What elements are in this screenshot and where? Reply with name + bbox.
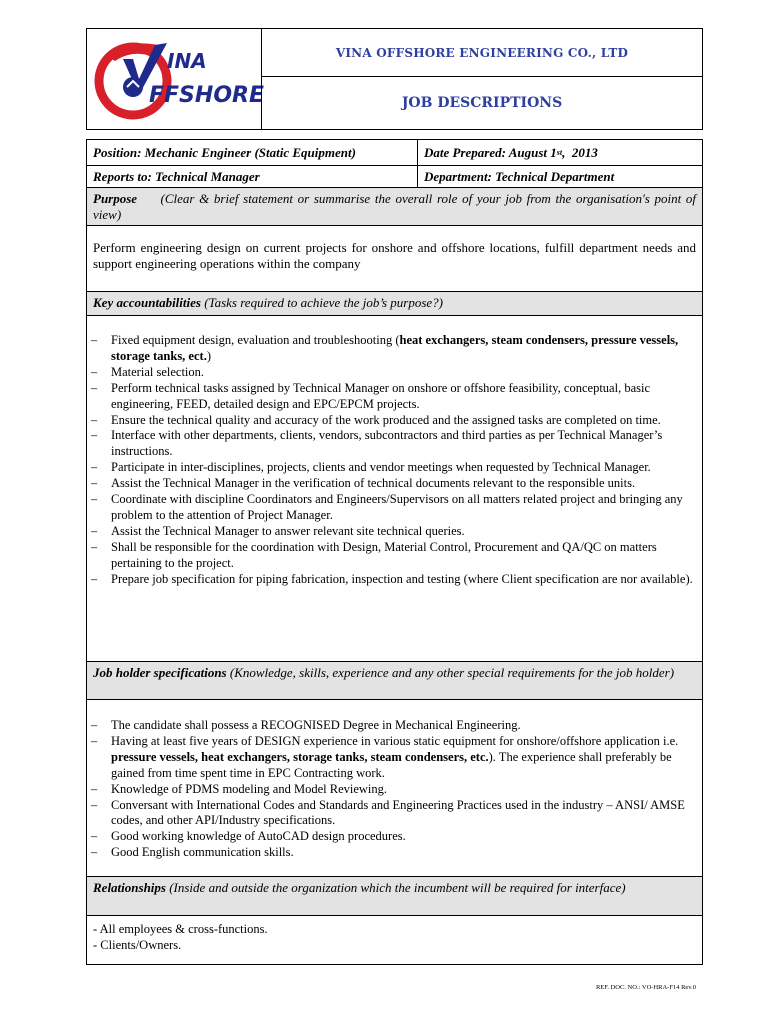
purpose-note: (Clear & brief statement or summarise the overall role of your job from the organisation's point of view) [93,191,697,222]
accountability-item-text: Assist the Technical Manager in the verification of technical documents relevant to the responsible units. [111,476,636,491]
relationship-line: - All employees & cross-functions. [93,922,268,936]
accountability-item-text: Perform technical tasks assigned by Technical Manager on onshore or offshore feasibility, conceptual, basic engineering, FEED, detailed design and EPC/EPCM projects. [111,380,651,411]
document-header [86,28,703,130]
accountability-item [87,381,694,413]
specification-item-text: Having at least five years of DESIGN experience in various static equipment for onshore/offshore application i.e. [111,733,679,748]
specification-item-text: Good English communication skills. [111,845,294,860]
reports-value: Technical Manager [155,168,260,184]
accountability-item-text: Ensure the technical quality and accuracy of the work produced and the assigned tasks are completed on time. [111,412,661,427]
specification-item [87,845,694,861]
specifications-body [87,700,702,877]
specification-item-bold: pressure vessels, heat exchangers, storage tanks, steam condensers, etc. [111,749,489,764]
date-year: , 2013 [562,144,598,160]
document-title: JOB DESCRIPTIONS [401,95,563,111]
footer-reference: REF. DOC. NO.: VO-HRA-F14 Rev.0 [595,984,696,991]
date-cell [418,140,702,165]
job-description-table [86,139,703,965]
purpose-body [87,226,702,292]
specifications-heading: Job holder specifications [93,665,227,680]
date-label: Date Prepared: August 1 [424,144,557,160]
accountability-item [87,572,694,588]
position-cell [87,140,417,165]
date-sup: st [556,148,563,157]
specifications-header [87,662,702,700]
accountability-item [87,333,694,365]
reports-cell [87,166,417,187]
specifications-note: (Knowledge, skills, experience and any other special requirements for the job holder) [226,665,675,680]
company-name: VINA OFFSHORE ENGINEERING CO., LTD [335,45,629,60]
accountabilities-heading: Key accountabilities [93,295,201,310]
department-label: Department: [424,168,492,184]
accountability-item-text: Shall be responsible for the coordination with Design, Material Control, Procurement and QA/QC on matters pertaining to the project. [111,539,657,570]
logo-text-top: INA [167,49,207,73]
reports-label: Reports to: [93,168,152,184]
accountability-item [87,476,694,492]
accountabilities-note: (Tasks required to achieve the job’s purpose?) [200,295,444,310]
company-logo [93,35,264,125]
relationships-note: (Inside and outside the organization which the incumbent will be required for interface) [165,880,626,895]
position-label: Position: [93,144,142,160]
specification-item-tail: ). The experience shall preferably be gained from time spent time in EPC Contracting work. [111,749,672,780]
specification-item [87,829,694,845]
relationships-heading: Relationships [93,880,166,895]
relationship-line: - Clients/Owners. [93,938,182,952]
accountability-item-text: Assist the Technical Manager to answer relevant site technical queries. [111,523,465,538]
accountability-item [87,413,694,429]
specification-item [87,782,694,798]
accountability-item-text: Fixed equipment design, evaluation and troubleshooting ( [111,333,400,347]
accountability-item-tail: ) [206,348,211,363]
accountability-item [87,540,694,572]
accountability-item [87,524,694,540]
accountability-item-bold: heat exchangers, steam condensers, pressure vessels, storage tanks, ect. [111,333,679,363]
info-row-position [87,140,702,166]
accountability-item [87,460,694,476]
accountability-item-text: Material selection. [111,364,205,379]
specification-item [87,734,694,782]
relationships-header [87,877,702,916]
specification-item-text: The candidate shall possess a RECOGNISED Degree in Mechanical Engineering. [111,718,521,732]
relationships-body [87,916,702,964]
accountability-item [87,365,694,381]
accountabilities-list [87,316,702,588]
specification-item-text: Good working knowledge of AutoCAD design procedures. [111,829,406,844]
department-value: Technical Department [495,168,615,184]
specification-item [87,718,694,734]
specification-item-text: Conversant with International Codes and Standards and Engineering Practices used in the industry – ANSI/ AMSE codes, and other API/Industry specifications. [111,797,685,828]
accountability-item-text: Interface with other departments, clients, vendors, subcontractors and third parties as per Technical Manager’s instructions. [111,428,663,459]
logo-text-bottom: FFSHORE [149,83,264,108]
accountability-item-text: Prepare job specification for piping fabrication, inspection and testing (where Client specification are nor available). [111,571,693,586]
accountability-item [87,492,694,524]
purpose-heading: Purpose [93,191,138,206]
specification-item-text: Knowledge of PDMS modeling and Model Reviewing. [111,781,388,796]
purpose-header [87,188,702,226]
accountabilities-header [87,292,702,316]
specification-item [87,798,694,830]
department-cell [418,166,702,187]
info-row-reports [87,166,702,188]
accountability-item-text: Participate in inter-disciplines, projects, clients and vendor meetings when requested by Technical Manager. [111,460,651,475]
position-value: Mechanic Engineer (Static Equipment) [144,144,356,160]
accountability-item-text: Coordinate with discipline Coordinators and Engineers/Supervisors on all matters related project and bringing any problem to the attention of Project Manager. [111,492,683,522]
accountability-item [87,428,694,460]
specifications-list [87,700,702,861]
purpose-text: Perform engineering design on current projects for onshore and offshore locations, fulfill department needs and support engineering operations within the company [93,240,696,271]
accountabilities-body [87,316,702,662]
